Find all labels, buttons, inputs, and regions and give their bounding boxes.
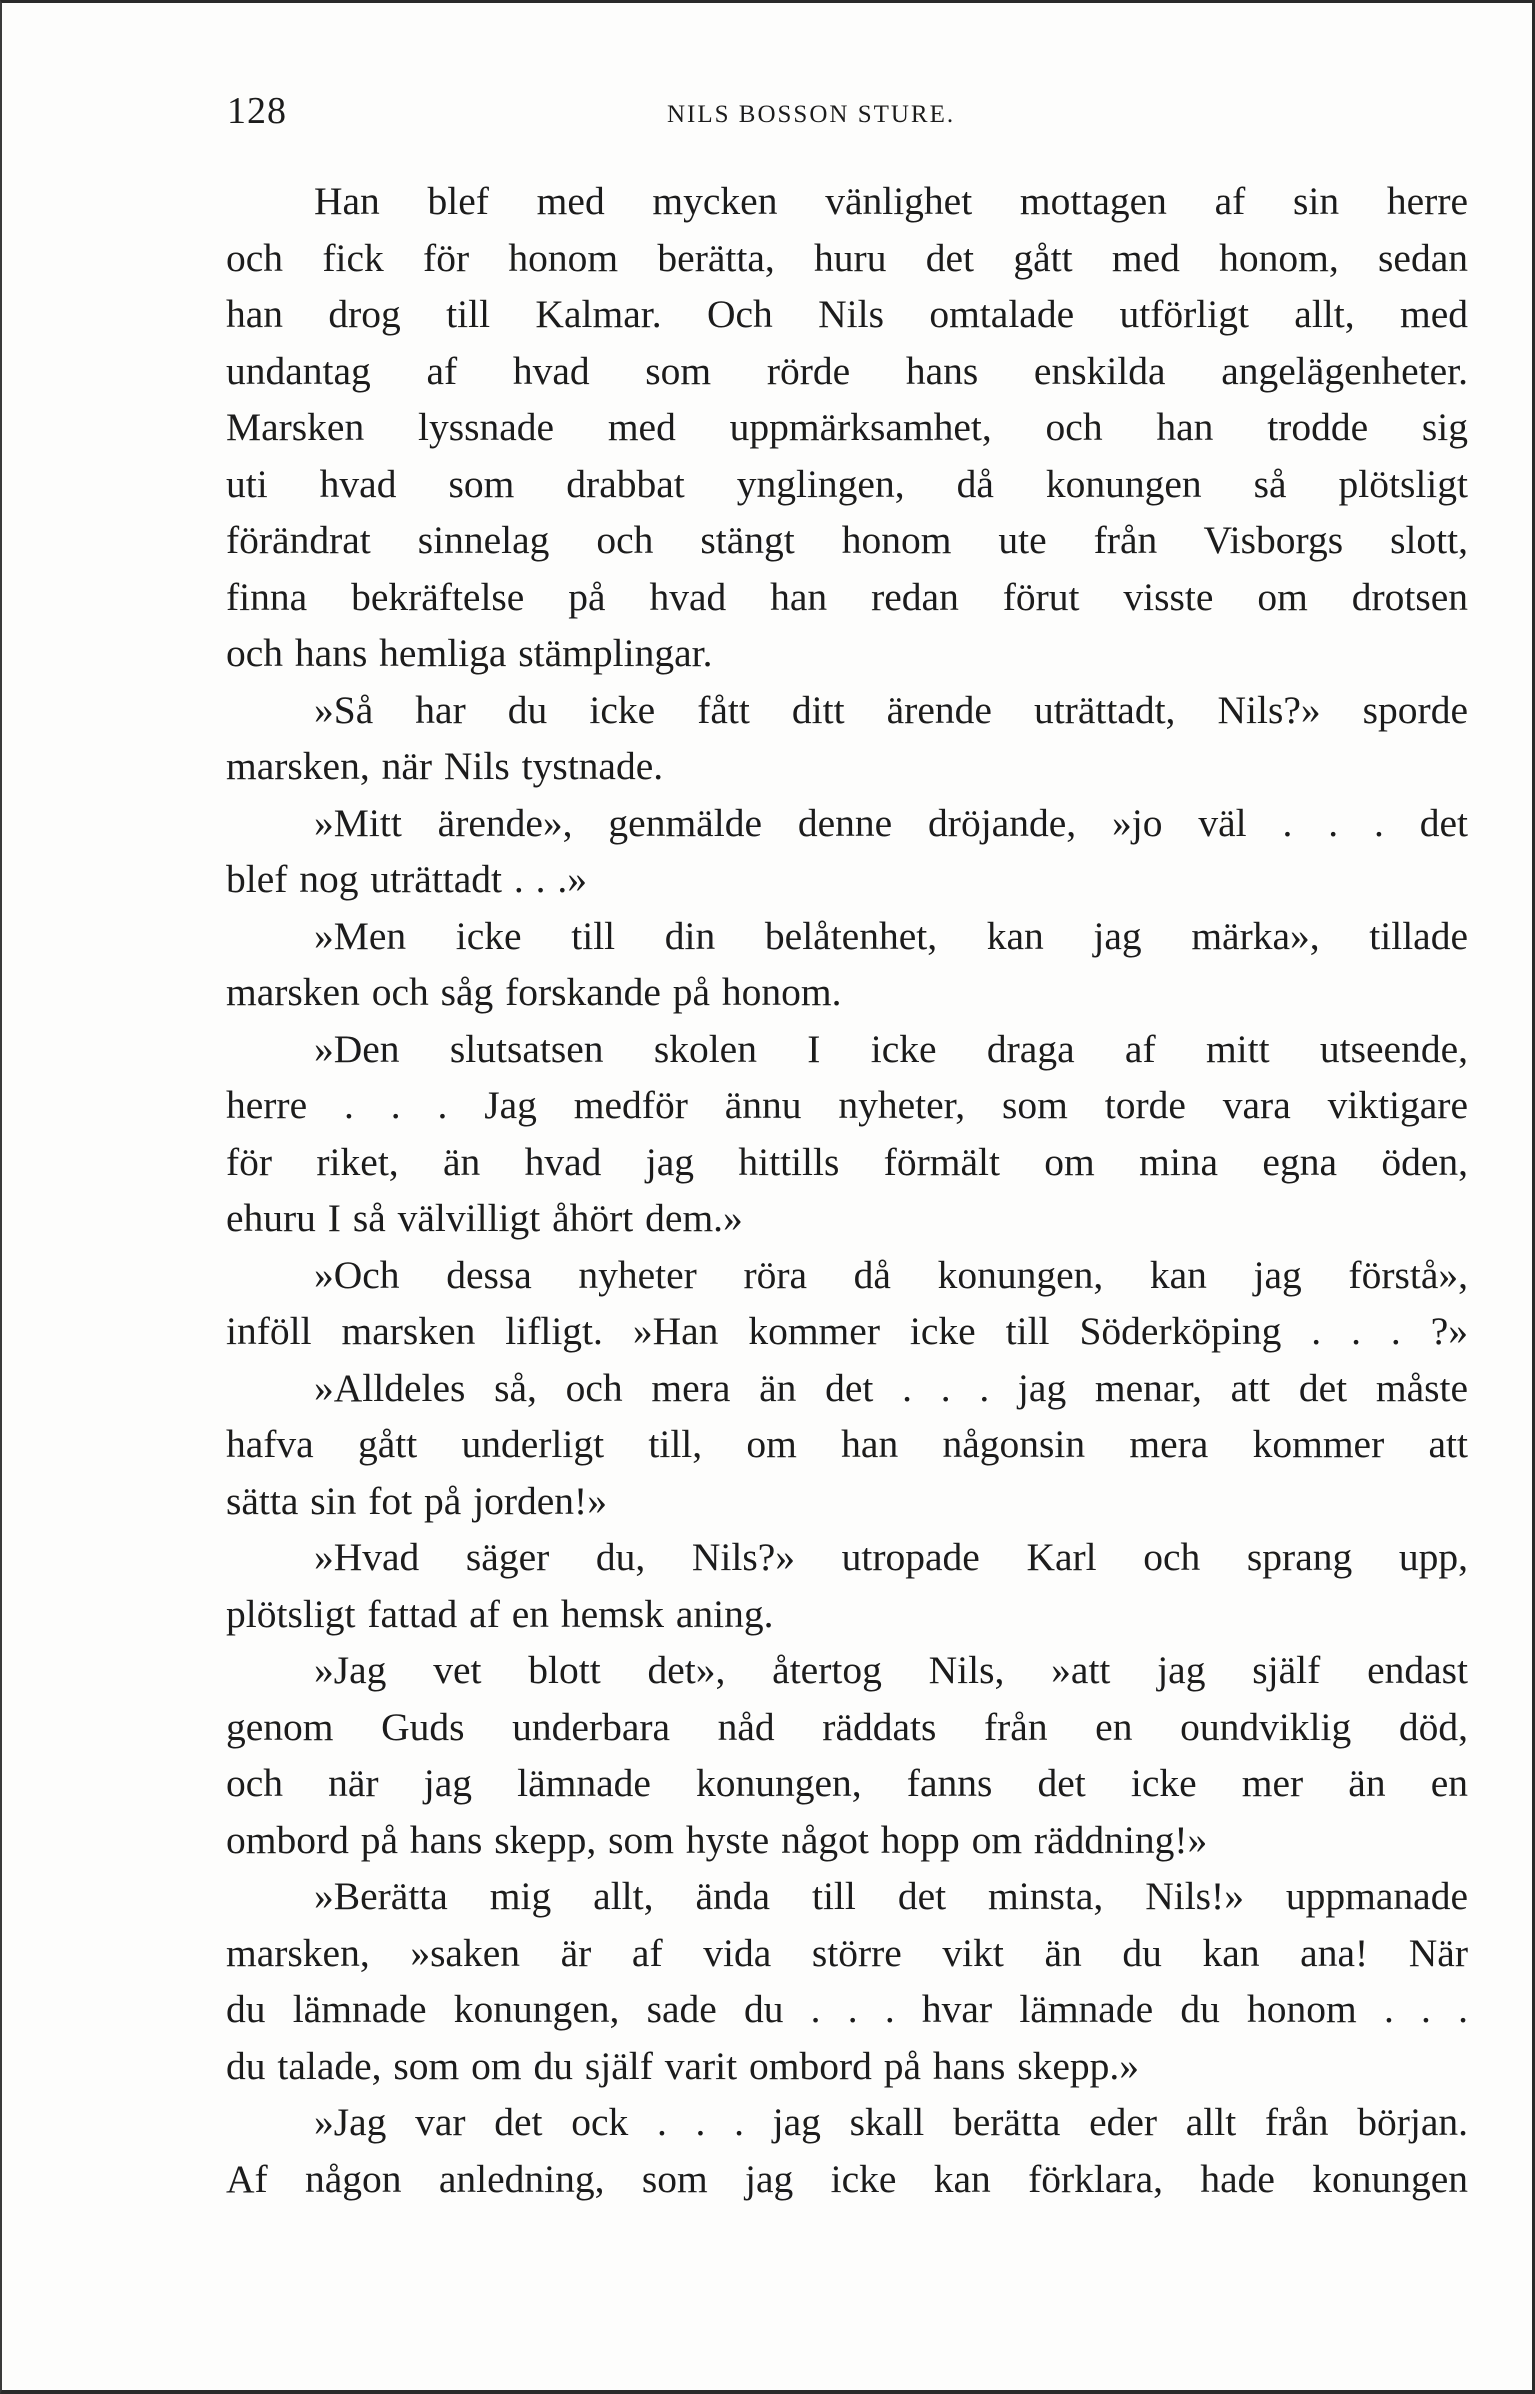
text-line: hafva gått underligt till, om han någonsin mera kommer att (226, 1422, 1468, 1466)
text-line: Han blef med mycken vänlighet mottagen af sin herre (314, 179, 1468, 223)
text-line: marsken och såg forskande på honom. (226, 970, 842, 1014)
text-line: förändrat sinnelag och stängt honom ute från Visborgs slott, (226, 518, 1468, 562)
text-line: du talade, som om du själf varit ombord på hans skepp.» (226, 2043, 1139, 2088)
text-line: »Och dessa nyheter röra då konungen, kan jag förstå», (314, 1252, 1468, 1297)
text-line: finna bekräftelse på hvad han redan förut visste om drotsen (226, 574, 1468, 619)
text-line: Af någon anledning, som jag icke kan förklara, hade konungen (226, 2156, 1468, 2201)
text-line: ehuru I så välvilligt åhört dem.» (226, 1196, 743, 1240)
text-line: inföll marsken lifligt. »Han kommer icke till Söderköping . . . ?» (226, 1309, 1468, 1353)
text-line: herre . . . Jag medför ännu nyheter, som torde vara viktigare (226, 1083, 1468, 1127)
text-line: blef nog uträttadt . . .» (226, 857, 588, 901)
text-line: och fick för honom berätta, huru det gått med honom, sedan (226, 235, 1468, 280)
text-line: »Mitt ärende», genmälde denne dröjande, »jo väl . . . det (314, 800, 1468, 845)
text-line: du lämnade konungen, sade du . . . hvar lämnade du honom . . . (226, 1987, 1468, 2031)
text-line: uti hvad som drabbat ynglingen, då konungen så plötsligt (226, 461, 1468, 506)
text-line: »Alldeles så, och mera än det . . . jag menar, att det måste (314, 1365, 1468, 1410)
running-head: NILS BOSSON STURE. (667, 101, 956, 128)
text-line: »Berätta mig allt, ända till det minsta, Nils!» uppmanade (314, 1874, 1468, 1918)
text-line: »Jag vet blott det», återtog Nils, »att jag själf endast (314, 1648, 1468, 1692)
body-text (226, 173, 1468, 2207)
text-line: plötsligt fattad af en hemsk aning. (226, 1591, 774, 1636)
text-line: »Men icke till din belåtenhet, kan jag märka», tillade (314, 913, 1468, 958)
text-line: marsken, »saken är af vida större vikt än du kan ana! När (226, 1930, 1468, 1975)
text-line: »Så har du icke fått ditt ärende uträttadt, Nils?» sporde (314, 687, 1468, 732)
page-header (227, 83, 1472, 143)
text-line: ombord på hans skepp, som hyste något hopp om räddning!» (226, 1817, 1208, 1862)
text-line: och hans hemliga stämplingar. (226, 631, 713, 675)
text-line: sätta sin fot på jorden!» (226, 1478, 607, 1523)
page-number: 128 (227, 90, 287, 132)
text-line: han drog till Kalmar. Och Nils omtalade utförligt allt, med (226, 292, 1468, 336)
text-line: Marsken lyssnade med uppmärksamhet, och han trodde sig (226, 405, 1468, 449)
text-line: undantag af hvad som rörde hans enskilda angelägenheter. (226, 348, 1468, 393)
text-line: »Hvad säger du, Nils?» utropade Karl och sprang upp, (314, 1535, 1468, 1579)
text-line: för riket, än hvad jag hittills förmält om mina egna öden, (226, 1139, 1468, 1184)
text-line: »Jag var det ock . . . jag skall berätta eder allt från början. (314, 2100, 1468, 2144)
text-line: »Den slutsatsen skolen I icke draga af mitt utseende, (314, 1026, 1468, 1071)
text-line: marsken, när Nils tystnade. (226, 744, 664, 788)
text-line: genom Guds underbara nåd räddats från en oundviklig död, (226, 1704, 1468, 1749)
text-line: och när jag lämnade konungen, fanns det icke mer än en (226, 1761, 1468, 1805)
